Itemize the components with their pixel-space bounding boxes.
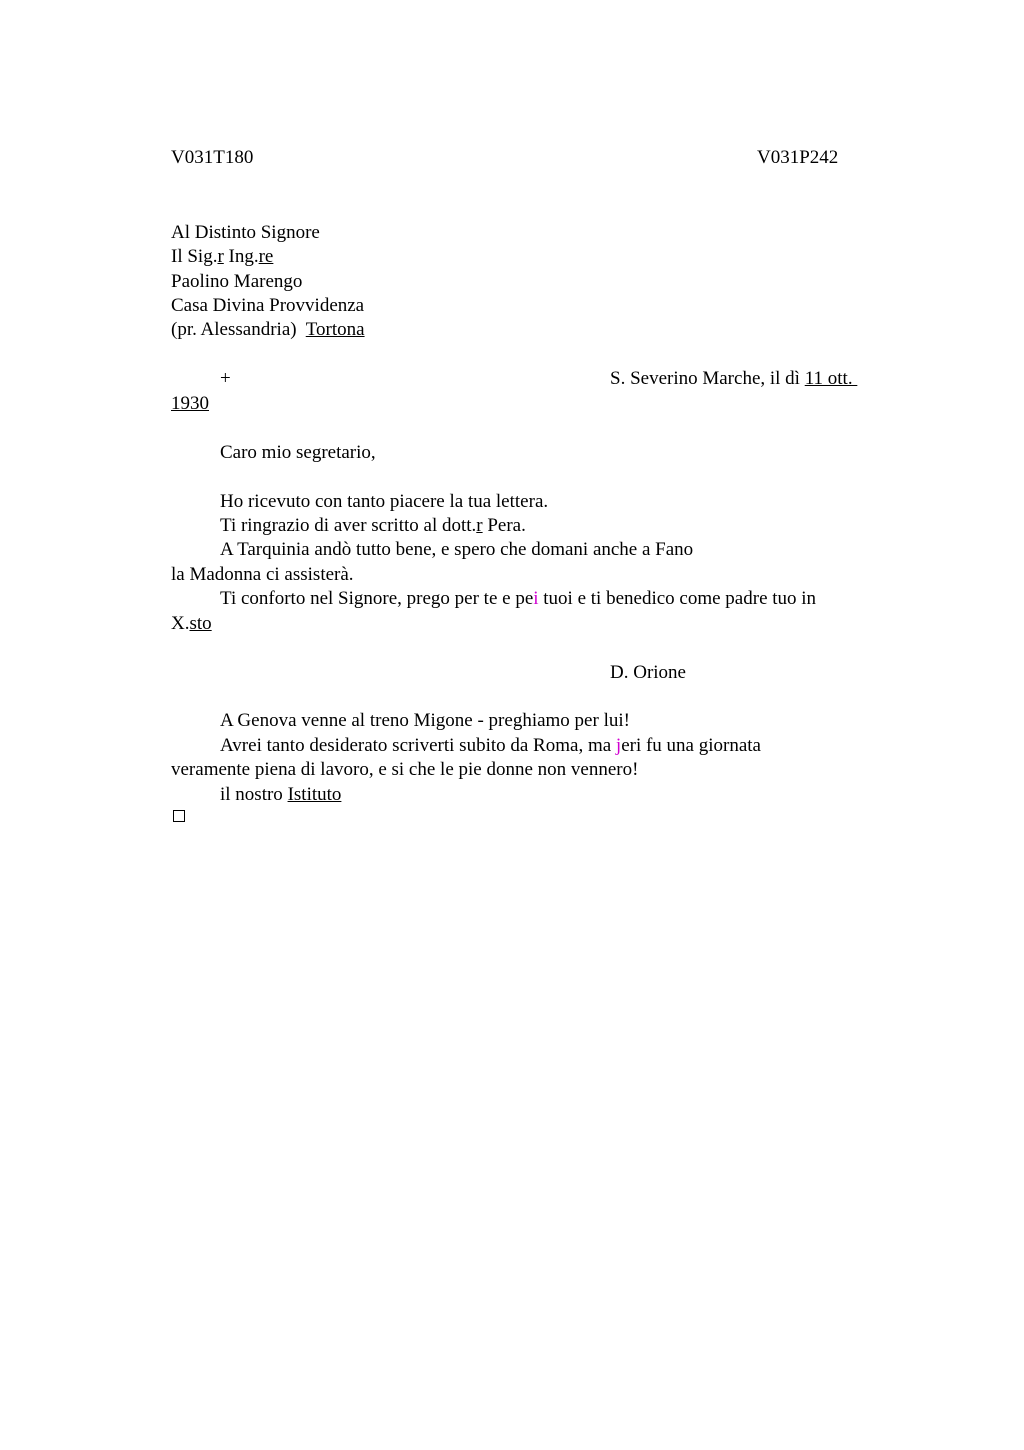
salutation: Caro mio segretario, bbox=[220, 442, 376, 463]
postscript-line: il nostro Istituto bbox=[220, 784, 342, 805]
body-line: A Tarquinia andò tutto bene, e spero che domani anche a Fano bbox=[220, 539, 694, 560]
signature: D. Orione bbox=[610, 662, 686, 683]
address-line: Il Sig.r Ing.re bbox=[171, 246, 274, 267]
city-name: Tortona bbox=[305, 319, 365, 340]
postscript-line: A Genova venne al treno Migone - preghiamo per lui! bbox=[220, 710, 630, 731]
body-line: la Madonna ci assisterà. bbox=[171, 564, 354, 585]
postscript-line: Avrei tanto desiderato scriverti subito da Roma, ma jeri fu una giornata bbox=[220, 735, 761, 756]
header-right-code: V031P242 bbox=[757, 147, 839, 168]
body-line: X.sto bbox=[171, 613, 212, 634]
body-line: Ti ringrazio di aver scritto al dott.r Pera. bbox=[220, 515, 526, 536]
body-line: Ho ricevuto con tanto piacere la tua lettera. bbox=[220, 491, 549, 512]
address-line: Al Distinto Signore bbox=[171, 222, 320, 243]
checkbox-symbol bbox=[173, 810, 185, 822]
address-line: (pr. Alessandria) Tortona bbox=[171, 319, 365, 340]
cross-mark: + bbox=[220, 368, 231, 389]
postscript-line: veramente piena di lavoro, e si che le pie donne non vennero! bbox=[171, 759, 639, 780]
body-line: Ti conforto nel Signore, prego per te e pei tuoi e ti benedico come padre tuo in bbox=[220, 588, 817, 609]
dateline: S. Severino Marche, il dì 11 ott. bbox=[610, 368, 858, 389]
dateline-year: 1930 bbox=[171, 393, 209, 414]
address-line: Casa Divina Provvidenza bbox=[171, 295, 365, 316]
address-line: Paolino Marengo bbox=[171, 271, 303, 292]
header-left-code: V031T180 bbox=[171, 147, 254, 168]
